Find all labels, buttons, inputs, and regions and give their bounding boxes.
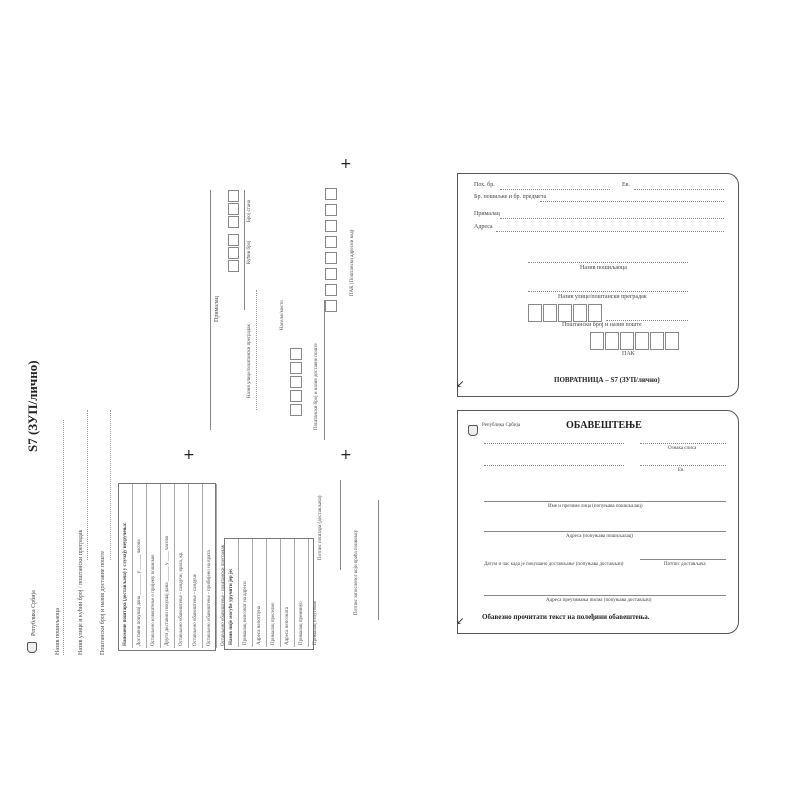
undeliverable-row: Прималац преселио	[267, 539, 281, 647]
delivery-row: Остављено обавештење - поштански преградак	[221, 544, 226, 646]
recipient-place-label: Насеље/место	[280, 300, 285, 330]
undeliverable-rows	[225, 539, 322, 647]
corner-arrow-icon: ↙	[456, 616, 465, 627]
undeliverable-row: Прималац преминуо	[295, 539, 309, 647]
recipient-post-label: Поштански број и назив доставне поште	[314, 343, 319, 430]
apartment-number-label: Број стана	[247, 199, 252, 222]
delivery-row: Остављено обавештење - прибијено на врата	[203, 484, 217, 648]
receipt-recipient-label: Прималац	[474, 211, 500, 217]
receipt-pak-label: ПАК	[622, 351, 635, 357]
coat-of-arms-icon	[27, 642, 37, 653]
delivery-row: Остављено обавештење - сандуче	[189, 484, 203, 648]
handler-signature-label: Потпис запосленог који враћа пошиљку	[354, 529, 359, 615]
notice-title: ОБАВЕШТЕЊЕ	[566, 420, 642, 431]
sender-street-label: Назив улице и кућни број / поштански преградак	[78, 529, 84, 655]
undeliverable-row: Прималац непознат на адреси	[239, 539, 253, 647]
notice-card	[457, 410, 739, 634]
delivery-row: Доставни покушај дана ________ у ______ часова	[133, 484, 147, 648]
notice-country: Република Србија	[482, 423, 521, 428]
envelope-country: Република Србија	[31, 590, 37, 636]
pak-label: ПАК (Поштански адресни код)	[350, 229, 355, 296]
delivery-row: Остављено извештење о пријему пошиљке	[147, 484, 161, 648]
envelope-title: S7 (ЗУП/лично)	[25, 360, 40, 452]
recipient-street-label: Назив улице/поштански преградак	[247, 324, 252, 398]
notice-address-label: Адреса (попуњава пошиљалац)	[566, 534, 634, 539]
delivery-heading: Напомене поштара (достављача) у случају неуручења:	[119, 484, 133, 648]
crop-mark-icon: +	[340, 156, 352, 172]
receipt-title: ПОВРАТНИЦА – S7 (ЗУП/лично)	[554, 376, 660, 384]
receipt-ev-label: Ев.	[622, 182, 630, 188]
house-number-label: Кућни број	[247, 240, 252, 264]
receipt-item-label: Бр. пошиљке и бр. предмета	[474, 194, 547, 200]
notice-datetime-label: Датум и час када је покушано достављање (попуњава достављач)	[484, 562, 624, 567]
postman-signature-label: Потпис поштара (достављача)	[318, 495, 323, 560]
crop-mark-icon: +	[340, 447, 352, 463]
notice-ev-label: Ев.	[678, 468, 685, 473]
coat-of-arms-icon	[468, 425, 478, 436]
notice-footer: Обавезно прочитати текст на полеђини обавештења.	[482, 613, 650, 621]
recipient-label: Прималац	[214, 296, 220, 322]
delivery-row: Други доставни покушај дана ______ у ____ часова	[161, 484, 175, 648]
corner-arrow-icon: ↙	[456, 379, 465, 390]
receipt-ref-label: Пох. бр.	[474, 182, 495, 188]
undeliverable-heading: Назив није могуће уручити јер је:	[225, 539, 239, 647]
notice-name-label: Име и презиме лица (попуњава пошиљалац)	[548, 504, 643, 509]
notice-signature-label: Потпис достављача	[664, 562, 706, 567]
sender-name-label: Назив пошиљаоца	[55, 608, 61, 655]
receipt-address-label: Адреса	[474, 224, 493, 230]
return-receipt-card	[457, 173, 739, 397]
receipt-sender-label: Назив пошиљаоца	[580, 265, 627, 271]
receipt-street-label: Назив улице/поштански преградак	[558, 294, 647, 300]
sender-post-label: Поштански број и назив доставне поште	[100, 550, 106, 655]
undeliverable-row: Адреса непозната	[281, 539, 295, 647]
delivery-row: Остављено обавештење - сандуче, врата, кр.	[175, 484, 189, 648]
undeliverable-row: Прималац отпутовао	[313, 600, 318, 645]
receipt-post-label: Поштански број и назив поште	[562, 322, 642, 328]
notice-tag-label: Ознака списа	[668, 446, 697, 451]
undeliverable-row: Адреса непотпуна	[253, 539, 267, 647]
notice-pickup-label: Адреса преузимања писма (попуњава достављач)	[546, 598, 652, 603]
delivery-notes-rows	[119, 484, 230, 648]
crop-mark-icon: +	[183, 447, 195, 463]
